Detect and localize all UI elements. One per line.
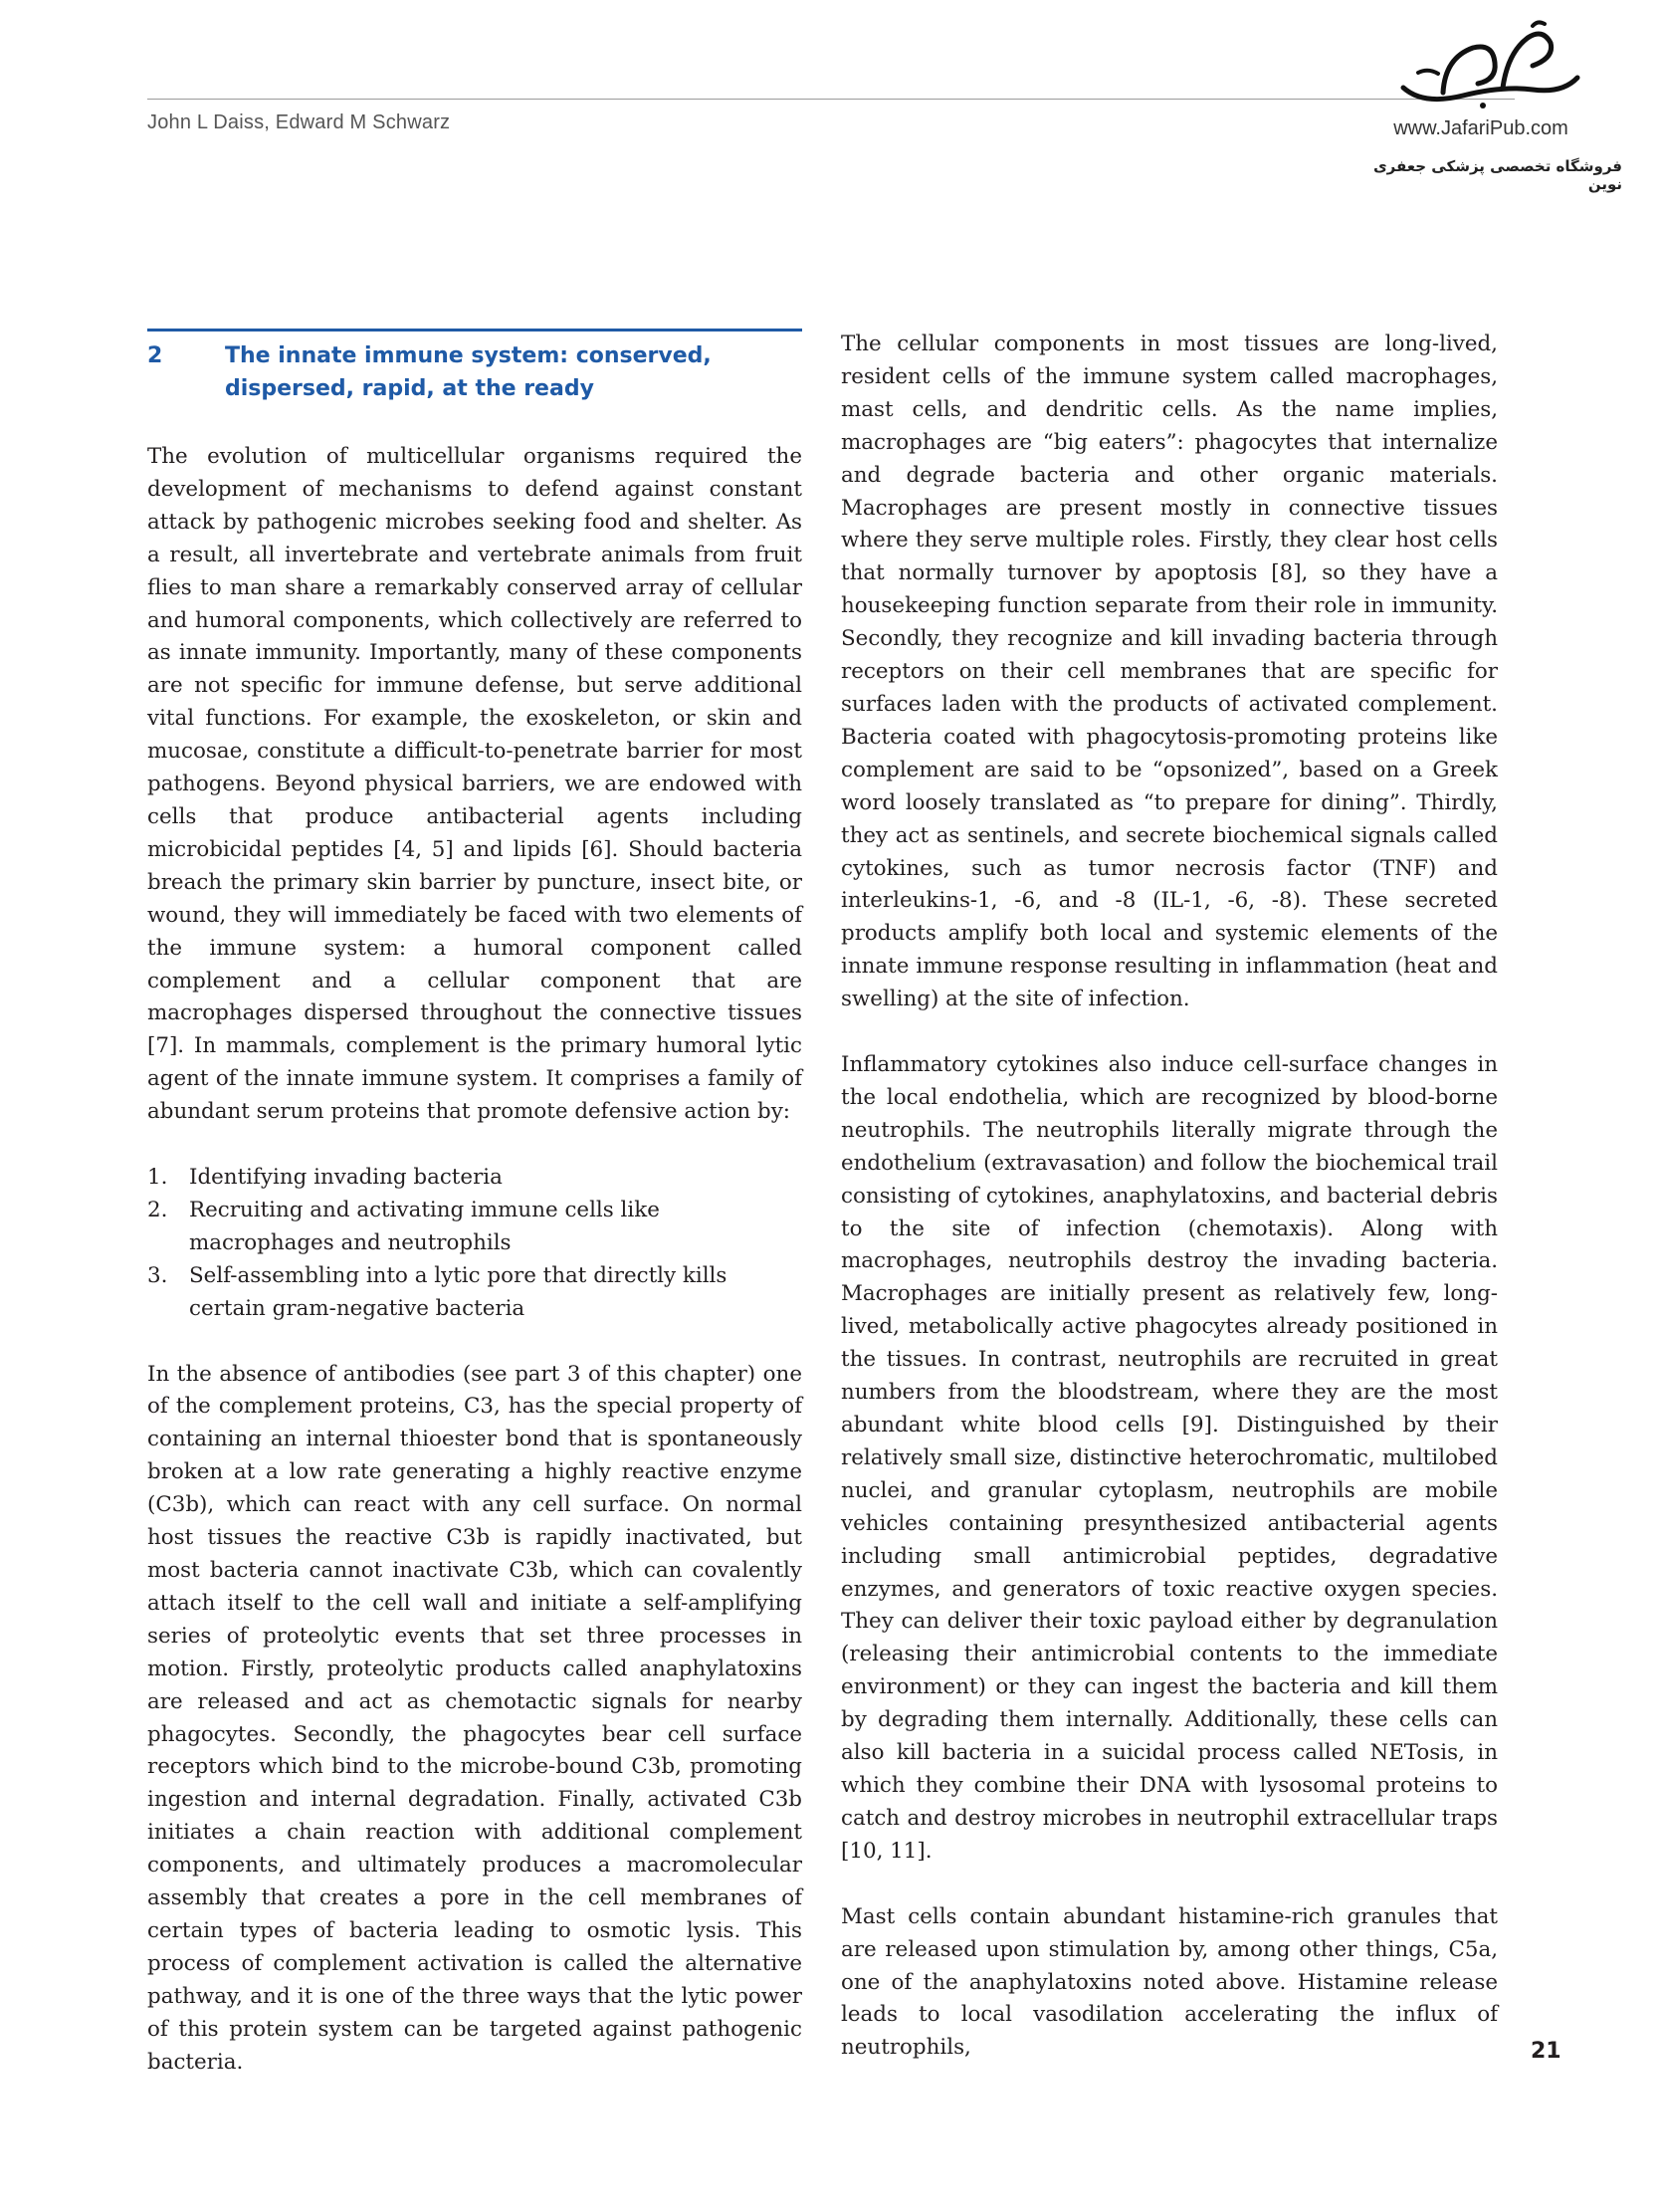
- paragraph: In the absence of antibodies (see part 3 of this chapter) one of the complement proteins, C3, has the special property of containing an internal thioester bond that is spontaneously broken at a low rate generating a highly reactive enzyme (C3b), which can react with any cell surface. On normal host tissues the reactive C3b is rapidly inactivated, but most bacteria cannot inactivate C3b, which can covalently attach itself to the cell wall and initiate a self-amplifying series of proteolytic events that set three processes in motion. Firstly, proteolytic products called anaphylatoxins are released and act as chemotactic signals for nearby phagocytes. Secondly, the phagocytes bear cell surface receptors which bind to the microbe-bound C3b, promoting ingestion and internal degradation. Finally, activated C3b initiates a chain reaction with additional complement components, and ultimately produces a macromolecular assembly that creates a pore in the cell membranes of certain types of bacteria leading to osmotic lysis. This process of complement activation is called the alternative pathway, and it is one of the three ways that the lytic power of this protein system can be targeted against pathogenic bacteria.: [147, 1361, 802, 2075]
- numbered-list: [147, 1162, 802, 1326]
- list-number: 1.: [147, 1165, 168, 1191]
- paragraph: Inflammatory cytokines also induce cell-surface changes in the local endothelia, which are recognized by blood-borne neutrophils. The neutrophils literally migrate through the endothelium (extravasation) and follow the biochemical trail consisting of cytokines, anaphylatoxins, and bacterial debris to the site of infection (chemotaxis). Along with macrophages, neutrophils destroy the invading bacteria. Macrophages are initially present as relatively few, long-lived, metabolically active phagocytes already positioned in the tissues. In contrast, neutrophils are recruited in great numbers from the bloodstream, where they are the most abundant white blood cells [9]. Distinguished by their relatively small size, distinctive heterochromatic, multilobed nuclei, and granular cytoplasm, neutrophils are mobile vehicles containing presynthesized antibacterial agents including small antimicrobial peptides, degradative enzymes, and generators of toxic reactive oxygen species. They can deliver their toxic payload either by degranulation (releasing their antimicrobial contents to the immediate environment) or they can ingest the bacteria and kill them by degrading them internally. Additionally, these cells can also kill bacteria in a suicidal process called NETosis, in which they combine their DNA with lysosomal proteins to catch and destroy microbes in neutrophil extracellular traps [10, 11].: [841, 1052, 1498, 1864]
- list-number: 3.: [147, 1262, 168, 1288]
- list-item: [147, 1162, 802, 1195]
- list-item: [147, 1260, 802, 1326]
- list-text: Recruiting and activating immune cells like macrophages and neutrophils: [189, 1197, 660, 1255]
- paragraph: Mast cells contain abundant histamine-rich granules that are released upon stimulation by, among other things, C5a, one of the anaphylatoxins noted above. Histamine release leads to local vasodilation accelerating the influx of neutrophils,: [841, 1903, 1498, 2061]
- paragraph: The cellular components in most tissues are long-lived, resident cells of the immune system called macrophages, mast cells, and dendritic cells. As the name implies, macrophages are “big eaters”: phagocytes that internalize and degrade bacteria and other organic materials. Macrophages are present mostly in connective tissues where they serve multiple roles. Firstly, they clear host cells that normally turnover by apoptosis [8], so they have a housekeeping function separate from their role in immunity. Secondly, they recognize and kill invading bacteria through receptors on their cell membranes that are specific for surfaces laden with the products of activated complement. Bacteria coated with phagocytosis-promoting proteins like complement are said to be “opsonized”, based on a Greek word loosely translated as “to prepare for dining”. Thirdly, they act as sentinels, and secrete biochemical signals called cytokines, such as tumor necrosis factor (TNF) and interleukins-1, -6, and -8 (IL-1, -6, -8). These secreted products amplify both local and systemic elements of the innate immune response resulting in inflammation (heat and swelling) at the site of infection.: [841, 332, 1498, 1012]
- page-number: 21: [1531, 2039, 1561, 2064]
- publisher-logo: [1363, 18, 1622, 193]
- list-number: 2.: [147, 1197, 168, 1222]
- section-heading: [147, 329, 802, 405]
- header-rule: [147, 99, 1515, 100]
- section-title: The innate immune system: conserved, dispersed, rapid, at the ready: [225, 343, 712, 401]
- section-number: 2: [147, 343, 163, 368]
- running-header-authors: John L Daiss, Edward M Schwarz: [147, 111, 451, 133]
- calligraphy-logo-icon: [1383, 18, 1592, 112]
- paragraph: The evolution of multicellular organisms required the development of mechanisms to defend against constant attack by pathogenic microbes seeking food and shelter. As a result, all invertebrate and vertebrate animals from fruit flies to man share a remarkably conserved array of cellular and humoral components, which collectively are referred to as innate immunity. Importantly, many of these components are not specific for immune defense, but serve additional vital functions. For example, the exoskeleton, or skin and mucosae, constitute a difficult-to-penetrate barrier for most pathogens. Beyond physical barriers, we are endowed with cells that produce antibacterial agents including microbicidal peptides [4, 5] and lipids [6]. Should bacteria breach the primary skin barrier by puncture, insect bite, or wound, they will immediately be faced with two elements of the immune system: a humoral component called complement and a cellular component that are macrophages dispersed throughout the connective tissues [7]. In mammals, complement is the primary humoral lytic agent of the innate immune system. It comprises a family of abundant serum proteins that promote defensive action by:: [147, 444, 802, 1125]
- list-item: [147, 1195, 802, 1260]
- right-column: [841, 329, 1498, 2098]
- logo-url: www.JafariPub.com: [1393, 117, 1568, 139]
- logo-tagline: فروشگاه تخصصی پزشکی جعفری نوین: [1372, 157, 1622, 193]
- left-column: [147, 329, 802, 2112]
- list-text: Identifying invading bacteria: [189, 1165, 503, 1191]
- list-text: Self-assembling into a lytic pore that directly kills certain gram-negative bacteria: [189, 1262, 728, 1321]
